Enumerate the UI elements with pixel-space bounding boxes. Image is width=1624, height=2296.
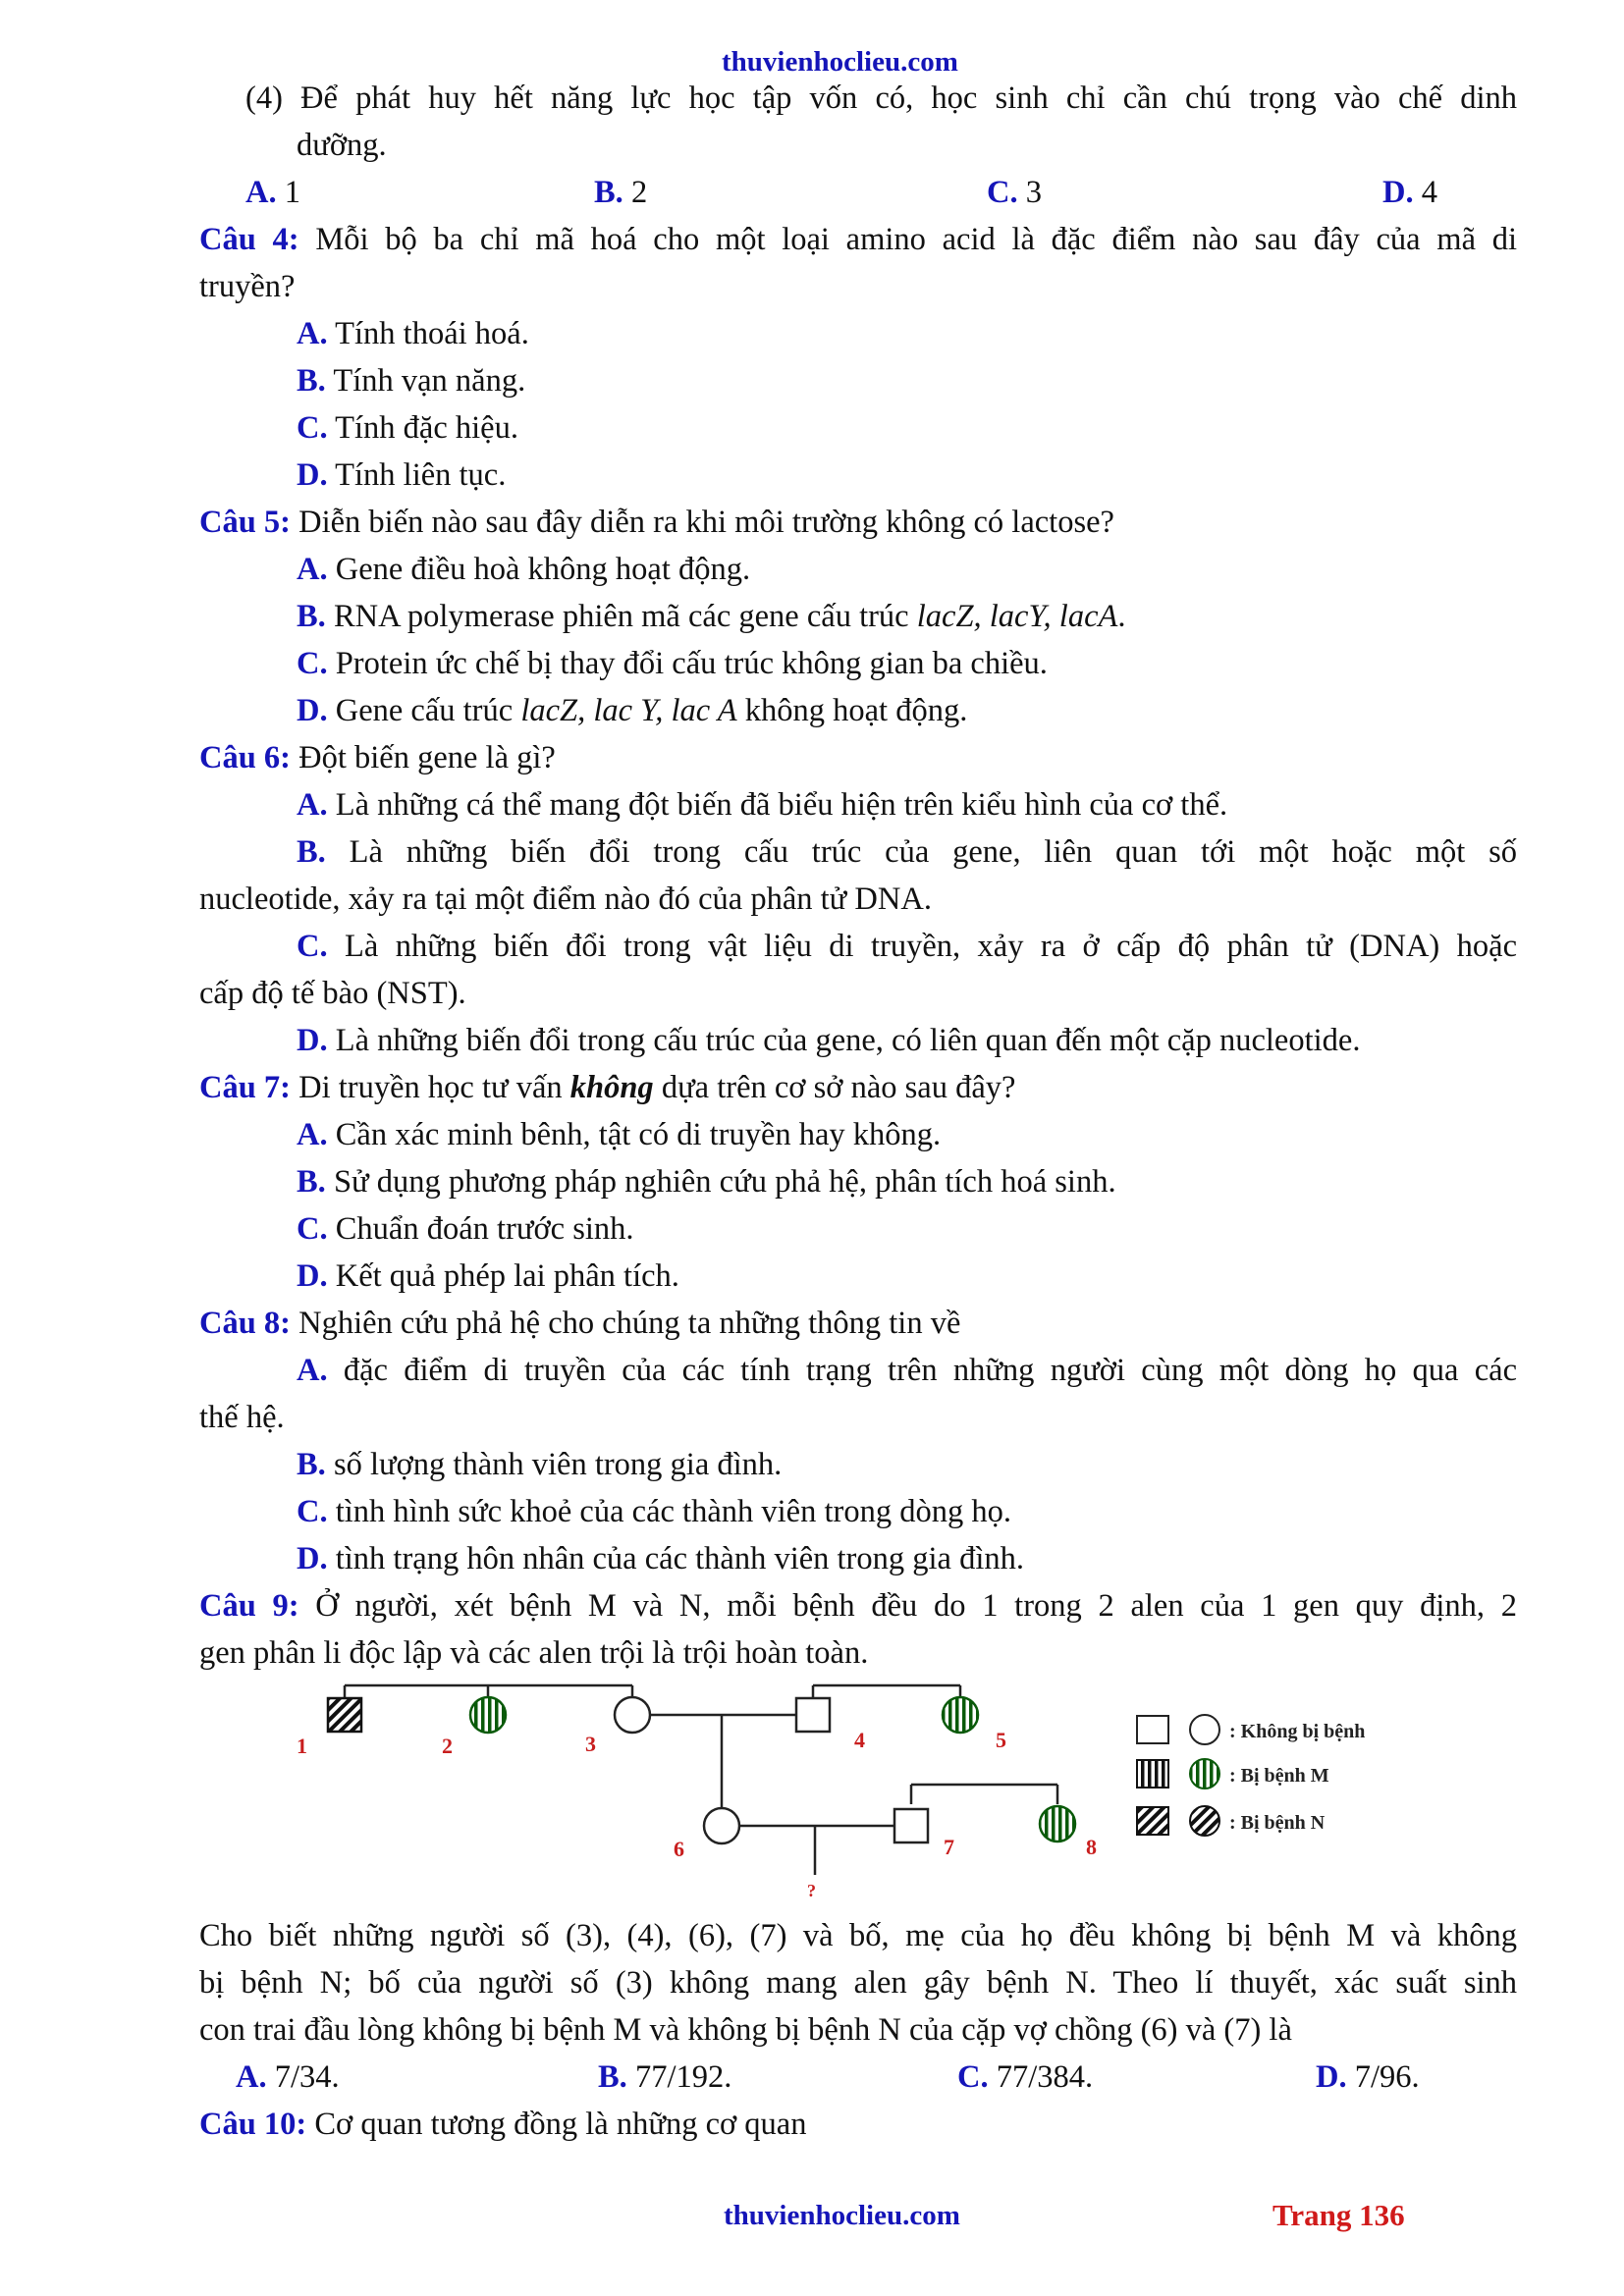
option-label: D. <box>297 457 328 493</box>
q4-option-a <box>297 310 529 357</box>
legend-unaffected-label: : Không bị bệnh <box>1229 1721 1366 1742</box>
legend-disease-m-label: : Bị bệnh M <box>1229 1765 1329 1787</box>
prev-item4-line2: dưỡng. <box>297 128 387 163</box>
option-label: B. <box>297 834 326 870</box>
q7-stem-emphasis: không <box>569 1070 654 1105</box>
option-label: C. <box>987 175 1018 210</box>
individual-6 <box>704 1808 739 1843</box>
option-label: A. <box>297 1117 328 1152</box>
q8-option-c <box>297 1488 1011 1535</box>
q6-option-c-line2: cấp độ tế bào (NST). <box>199 976 466 1011</box>
option-label: C. <box>297 1211 328 1247</box>
q8-stem <box>199 1300 960 1347</box>
question-label: Câu 9: <box>199 1588 299 1624</box>
q6-option-a <box>297 781 1227 828</box>
q4-stem-line1 <box>199 216 1517 263</box>
legend-female-unaffected <box>1190 1715 1219 1744</box>
footer-site: thuvienhoclieu.com <box>724 2200 960 2231</box>
q5-stem <box>199 499 1114 546</box>
q6-stem <box>199 734 556 781</box>
option-text: Tính thoái hoá. <box>335 316 529 351</box>
q4-stem-text: Mỗi bộ ba chỉ mã hoá cho một loại amino acid là đặc điểm nào sau đây của mã di <box>315 222 1517 257</box>
q8-option-a-line2: thế hệ. <box>199 1400 285 1435</box>
question-label: Câu 8: <box>199 1306 291 1341</box>
q10-stem-text: Cơ quan tương đồng là những cơ quan <box>314 2107 807 2142</box>
q5-option-c <box>297 640 1048 687</box>
q7-option-b <box>297 1158 1116 1205</box>
q7-stem <box>199 1064 1015 1111</box>
q6-option-c-line1 <box>297 923 1517 970</box>
option-text: số lượng thành viên trong gia đình. <box>333 1447 783 1482</box>
option-text: Kết quả phép lai phân tích. <box>335 1258 679 1294</box>
legend-male-disease-n <box>1137 1807 1168 1835</box>
individual-3 <box>615 1697 650 1733</box>
option-text: 7/96. <box>1354 2059 1420 2095</box>
individual-4 <box>796 1698 830 1732</box>
q9-body-line1: Cho biết những người số (3), (4), (6), (7) và bố, mẹ của họ đều không bị bệnh M và không <box>199 1918 1517 1953</box>
option-label: C. <box>297 646 328 681</box>
individual-1 <box>328 1698 361 1732</box>
legend-male-unaffected <box>1137 1716 1168 1743</box>
q4-option-b <box>297 357 525 404</box>
individual-7 <box>894 1809 928 1842</box>
q7-option-a <box>297 1111 941 1158</box>
q5-option-b <box>297 593 1126 640</box>
pedigree-number-5: 5 <box>996 1728 1006 1752</box>
option-label: A. <box>297 316 328 351</box>
pedigree-number-3: 3 <box>585 1732 596 1756</box>
individual-5 <box>943 1697 978 1733</box>
q6-option-b-line2: nucleotide, xảy ra tại một điểm nào đó của phân tử DNA. <box>199 881 932 917</box>
legend-female-disease-m <box>1190 1759 1219 1789</box>
pedigree-legend <box>1137 1715 1365 1836</box>
q6-stem-text: Đột biến gene là gì? <box>298 740 556 775</box>
option-text: Tính liên tục. <box>335 457 507 493</box>
pedigree-number-2: 2 <box>442 1734 453 1758</box>
q7-option-c <box>297 1205 634 1253</box>
page-number: Trang 136 <box>1272 2198 1405 2232</box>
q9-stem-line2: gen phân li độc lập và các alen trội là trội hoàn toàn. <box>199 1635 869 1671</box>
option-end: không hoạt động. <box>744 693 968 728</box>
question-label: Câu 10: <box>199 2107 307 2142</box>
option-text: Chuẩn đoán trước sinh. <box>335 1211 634 1247</box>
option-label: A. <box>236 2059 267 2095</box>
option-text: Là những biến đổi trong cấu trúc của gene, liên quan tới một hoặc một số <box>349 834 1517 870</box>
option-text: 2 <box>630 175 648 210</box>
option-text: Là những biến đổi trong cấu trúc của gene, có liên quan đến một cặp nucleotide. <box>335 1023 1361 1058</box>
legend-disease-n-label: : Bị bệnh N <box>1229 1812 1326 1834</box>
pedigree-number-6: 6 <box>674 1837 684 1861</box>
q8-option-b <box>297 1441 782 1488</box>
pedigree-number-1: 1 <box>297 1734 307 1758</box>
option-text: Gene cấu trúc <box>335 693 514 728</box>
individual-8 <box>1040 1806 1075 1842</box>
option-label: A. <box>245 175 277 210</box>
question-label: Câu 7: <box>199 1070 291 1105</box>
option-text: 77/192. <box>634 2059 732 2095</box>
option-label: B. <box>598 2059 627 2095</box>
option-text: Tính đặc hiệu. <box>335 410 518 446</box>
q7-stem-pre: Di truyền học tư vấn <box>298 1070 563 1105</box>
q6-option-d <box>297 1017 1360 1064</box>
header-site: thuvienhoclieu.com <box>722 46 958 78</box>
pedigree-diagram <box>0 1669 1624 1924</box>
option-text: 3 <box>1025 175 1042 210</box>
option-label: A. <box>297 787 328 823</box>
option-text: Gene điều hoà không hoạt động. <box>335 552 751 587</box>
option-label: B. <box>297 599 326 634</box>
option-label: C. <box>297 410 328 446</box>
pedigree-number-4: 4 <box>854 1728 865 1752</box>
q9-stem-line1 <box>199 1582 1517 1629</box>
option-text: 7/34. <box>274 2059 340 2095</box>
q7-stem-post: dựa trên cơ sở nào sau đây? <box>661 1070 1016 1105</box>
option-text: Cần xác minh bênh, tật có di truyền hay không. <box>335 1117 942 1152</box>
option-label: A. <box>297 552 328 587</box>
option-end: . <box>1117 599 1126 634</box>
option-label: C. <box>957 2059 989 2095</box>
option-text: Là những biến đổi trong vật liệu di truyền, xảy ra ở cấp độ phân tử (DNA) hoặc <box>345 929 1518 964</box>
option-label: D. <box>297 693 328 728</box>
q4-option-d <box>297 452 506 499</box>
option-text: Protein ức chế bị thay đổi cấu trúc không gian ba chiều. <box>335 646 1048 681</box>
q5-stem-text: Diễn biến nào sau đây diễn ra khi môi trường không có lactose? <box>298 505 1114 540</box>
q4-stem-line2: truyền? <box>199 269 296 304</box>
option-label: D. <box>297 1541 328 1576</box>
option-text: tình hình sức khoẻ của các thành viên trong dòng họ. <box>335 1494 1011 1529</box>
pedigree-unknown-child: ? <box>807 1881 816 1900</box>
individual-2 <box>470 1697 506 1733</box>
gene-names: lacZ, lac Y, lac A <box>520 693 737 728</box>
question-label: Câu 6: <box>199 740 291 775</box>
q9-body-line2: bị bệnh N; bố của người số (3) không mang alen gây bệnh N. Theo lí thuyết, xác suất sinh <box>199 1965 1517 2001</box>
q8-option-d <box>297 1535 1024 1582</box>
q10-stem <box>199 2101 806 2148</box>
option-label: C. <box>297 929 328 964</box>
pedigree-number-7: 7 <box>944 1835 954 1859</box>
question-label: Câu 5: <box>199 505 291 540</box>
q9-body-line3: con trai đầu lòng không bị bệnh M và không bị bệnh N của cặp vợ chồng (6) và (7) là <box>199 2012 1292 2048</box>
legend-female-disease-n <box>1190 1806 1219 1836</box>
question-label: Câu 4: <box>199 222 299 257</box>
q4-option-c <box>297 404 518 452</box>
option-text: tình trạng hôn nhân của các thành viên trong gia đình. <box>335 1541 1024 1576</box>
option-label: D. <box>297 1258 328 1294</box>
option-text: đặc điểm di truyền của các tính trạng trên những người cùng một dòng họ qua các <box>343 1353 1518 1388</box>
option-text: 4 <box>1421 175 1437 210</box>
option-text: Sử dụng phương pháp nghiên cứu phả hệ, phân tích hoá sinh. <box>333 1164 1116 1200</box>
option-label: C. <box>297 1494 328 1529</box>
q5-option-a <box>297 546 750 593</box>
q9-stem-text: Ở người, xét bệnh M và N, mỗi bệnh đều do 1 trong 2 alen của 1 gen quy định, 2 <box>315 1588 1518 1624</box>
pedigree-number-8: 8 <box>1086 1835 1097 1859</box>
option-text: 77/384. <box>996 2059 1094 2095</box>
option-text: Là những cá thể mang đột biến đã biểu hiện trên kiểu hình của cơ thể. <box>335 787 1228 823</box>
option-label: A. <box>297 1353 328 1388</box>
option-label: D. <box>1382 175 1414 210</box>
option-label: B. <box>297 363 326 399</box>
q8-option-a-line1 <box>297 1347 1517 1394</box>
option-text: RNA polymerase phiên mã các gene cấu trúc <box>333 599 909 634</box>
option-label: B. <box>594 175 623 210</box>
option-label: D. <box>1316 2059 1347 2095</box>
q7-option-d <box>297 1253 679 1300</box>
option-label: D. <box>297 1023 328 1058</box>
option-label: B. <box>297 1164 326 1200</box>
prev-item4-line1: (4) Để phát huy hết năng lực học tập vốn có, học sinh chỉ cần chú trọng vào chế dinh <box>245 80 1517 116</box>
q5-option-d <box>297 687 967 734</box>
legend-male-disease-m <box>1137 1760 1168 1788</box>
option-text: 1 <box>284 175 300 210</box>
q8-stem-text: Nghiên cứu phả hệ cho chúng ta những thông tin về <box>298 1306 961 1341</box>
option-label: B. <box>297 1447 326 1482</box>
option-text: Tính vạn năng. <box>333 363 526 399</box>
gene-names: lacZ, lacY, lacA <box>916 599 1118 634</box>
q6-option-b-line1 <box>297 828 1517 876</box>
